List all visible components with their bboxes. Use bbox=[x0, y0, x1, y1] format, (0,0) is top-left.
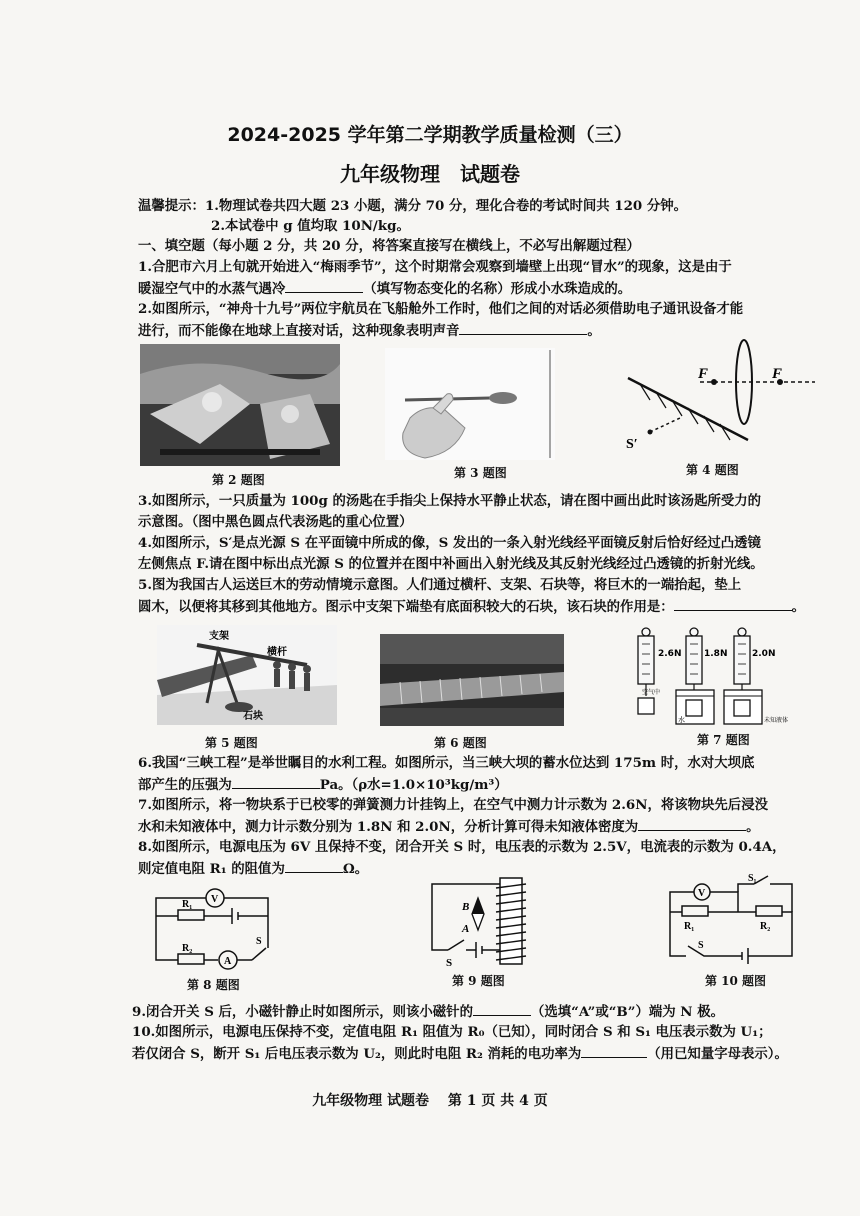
caption-figure-2: 第 2 题图 bbox=[212, 473, 265, 487]
caption-figure-8: 第 8 题图 bbox=[187, 978, 240, 992]
f10-label-S: S bbox=[698, 940, 704, 951]
question-7-line-1: 7.如图所示，将一物块系于已校零的弹簧测力计挂钩上，在空气中测力计示数为 2.6N，将该物块先后浸没 bbox=[138, 797, 768, 813]
f5-label-stone: 石块 bbox=[243, 711, 263, 722]
figure-10-circuit bbox=[664, 872, 800, 968]
answer-blank-q1[interactable] bbox=[285, 279, 363, 293]
f7-reading-water: 1.8N bbox=[704, 649, 728, 659]
question-5-line-2 bbox=[138, 597, 805, 616]
page-footer: 九年级物理 试题卷 第 1 页 共 4 页 bbox=[312, 1093, 548, 1109]
answer-blank-q9[interactable] bbox=[473, 1002, 531, 1016]
f7-label-liquid: 未知液体 bbox=[764, 717, 789, 724]
q7-text-post: 。 bbox=[746, 819, 760, 835]
page-title: 2024-2025 学年第二学期教学质量检测（三） bbox=[227, 124, 633, 146]
f9-label-B: B bbox=[462, 901, 470, 913]
caption-figure-3: 第 3 题图 bbox=[454, 466, 507, 480]
f7-reading-air: 2.6N bbox=[658, 649, 682, 659]
q10-text-pre: 若仅闭合 S，断开 S₁ 后电压表示数为 U₂，则此时电阻 R₂ 消耗的电功率为 bbox=[132, 1046, 582, 1062]
question-7-line-2 bbox=[138, 817, 760, 836]
f10-label-R1: R₁ bbox=[684, 921, 695, 932]
q8-text-pre: 则定值电阻 R₁ 的阻值为 bbox=[138, 861, 285, 877]
question-1-line-2 bbox=[138, 279, 631, 298]
question-8-line-1: 8.如图所示，电源电压为 6V 且保持不变，闭合开关 S 时，电压表的示数为 2.5V，电流表的示数为 0.4A， bbox=[138, 839, 786, 855]
caption-figure-9: 第 9 题图 bbox=[452, 974, 505, 988]
q7-text-pre: 水和未知液体中，测力计示数分别为 1.8N 和 2.0N，分析计算可得未知液体密度为 bbox=[138, 819, 639, 835]
f8-label-S: S bbox=[256, 936, 262, 947]
f7-reading-liquid: 2.0N bbox=[752, 649, 776, 659]
q9-text-post: （选填“A”或“B”）端为 N 极。 bbox=[530, 1004, 724, 1020]
section-heading: 一、填空题（每小题 2 分，共 20 分，将答案直接写在横线上，不必写出解题过程） bbox=[138, 238, 640, 254]
question-1-line-1: 1.合肥市六月上旬就开始进入“梅雨季节”，这个时期常会观察到墙壁上出现“冒水”的现象，这是由于 bbox=[138, 259, 732, 275]
figure-3-spoon-on-finger bbox=[385, 348, 555, 460]
notice-line-1 bbox=[138, 197, 687, 215]
f9-label-S: S bbox=[446, 957, 453, 969]
notice-line-2: 2.本试卷中 g 值均取 10N/kg。 bbox=[211, 218, 410, 234]
page-subtitle: 九年级物理 试题卷 bbox=[340, 162, 520, 186]
figure-7-spring-scales bbox=[628, 626, 808, 728]
question-6-line-2 bbox=[138, 775, 508, 794]
notice-text-1: 1.物理试卷共四大题 23 小题，满分 70 分，理化合卷的考试时间共 120 分钟。 bbox=[204, 198, 688, 214]
f7-label-water: 水 bbox=[678, 716, 685, 724]
q6-text-pre: 部产生的压强为 bbox=[138, 777, 232, 793]
question-6-line-1: 6.我国“三峡工程”是举世瞩目的水利工程。如图所示，当三峡大坝的蓄水位达到 175m 时，水对大坝底 bbox=[138, 755, 755, 771]
question-2-line-1: 2.如图所示，“神舟十九号”两位宇航员在飞船舱外工作时，他们之间的对话必须借助电子通讯设备才能 bbox=[138, 301, 744, 317]
notice-label: 温馨提示： bbox=[138, 198, 205, 214]
q5-text-post: 。 bbox=[791, 599, 806, 615]
answer-blank-q2[interactable] bbox=[459, 321, 587, 335]
f8-label-V: V bbox=[211, 894, 219, 905]
f4-label-S-prime: S′ bbox=[626, 437, 638, 452]
figure-6-three-gorges-dam bbox=[380, 634, 564, 726]
f4-label-F-right: F bbox=[772, 366, 783, 382]
figure-9-electromagnet bbox=[428, 876, 534, 970]
answer-blank-q6[interactable] bbox=[232, 775, 320, 789]
answer-blank-q5[interactable] bbox=[674, 597, 792, 611]
question-5-line-1: 5.图为我国古人运送巨木的劳动情境示意图。人们通过横杆、支架、石块等，将巨木的一端抬起，垫上 bbox=[138, 577, 742, 593]
f5-label-lever: 横杆 bbox=[267, 647, 287, 658]
caption-figure-10: 第 10 题图 bbox=[705, 974, 767, 988]
question-4-line-1: 4.如图所示，S′是点光源 S 在平面镜中所成的像，S 发出的一条入射光线经平面镜反射后恰好经过凸透镜 bbox=[138, 535, 761, 551]
question-10-line-1: 10.如图所示，电源电压保持不变，定值电阻 R₁ 阻值为 R₀（已知），同时闭合 S 和 S₁ 电压表示数为 U₁； bbox=[132, 1024, 772, 1040]
question-8-line-2 bbox=[138, 859, 368, 878]
q2-text-post: 。 bbox=[587, 323, 601, 339]
q5-text-pre: 圆木，以便将其移到其他地方。图示中支架下端垫有底面积较大的石块，该石块的作用是： bbox=[138, 599, 674, 615]
caption-figure-4: 第 4 题图 bbox=[686, 463, 739, 477]
f5-label-support: 支架 bbox=[209, 631, 229, 642]
q2-text-pre: 进行，而不能像在地球上直接对话，这种现象表明声音 bbox=[138, 323, 460, 339]
f4-label-F-left: F bbox=[698, 366, 709, 382]
question-9 bbox=[132, 1002, 724, 1021]
f10-label-S1: S₁ bbox=[748, 873, 757, 884]
figure-5-moving-timber bbox=[157, 625, 337, 725]
q1-text-pre: 暖湿空气中的水蒸气遇冷 bbox=[138, 281, 286, 297]
f7-label-air: 空气中 bbox=[642, 689, 661, 696]
f8-label-A: A bbox=[224, 956, 232, 967]
question-2-line-2 bbox=[138, 321, 601, 340]
q1-text-post: （填写物态变化的名称）形成小水珠造成的。 bbox=[363, 281, 632, 297]
question-4-line-2: 左侧焦点 F.请在图中标出点光源 S 的位置并在图中补画出入射光线及其反射光线经过凸透镜的折射光线。 bbox=[138, 556, 764, 572]
caption-figure-6: 第 6 题图 bbox=[434, 736, 487, 750]
q6-text-post: Pa。（ρ水=1.0×10³kg/m³） bbox=[319, 777, 508, 793]
answer-blank-q7[interactable] bbox=[638, 817, 746, 831]
figure-4-mirror-lens bbox=[620, 330, 820, 458]
answer-blank-q10[interactable] bbox=[581, 1044, 647, 1058]
figure-8-circuit bbox=[148, 886, 280, 970]
f8-label-R2: R₂ bbox=[182, 943, 193, 954]
f9-label-A: A bbox=[462, 923, 470, 935]
answer-blank-q8[interactable] bbox=[285, 859, 343, 873]
f10-label-V: V bbox=[698, 888, 706, 899]
q8-text-post: Ω。 bbox=[342, 861, 369, 877]
caption-figure-7: 第 7 题图 bbox=[697, 733, 750, 747]
question-3-line-2: 示意图。（图中黑色圆点代表汤匙的重心位置） bbox=[138, 514, 413, 530]
question-3-line-1: 3.如图所示，一只质量为 100g 的汤匙在手指尖上保持水平静止状态，请在图中画出此时该汤匙所受力的 bbox=[138, 493, 762, 509]
figure-2-astronaut-photo bbox=[140, 344, 340, 466]
f8-label-R1: R₁ bbox=[182, 899, 193, 910]
caption-figure-5: 第 5 题图 bbox=[205, 736, 258, 750]
f10-label-R2: R₂ bbox=[760, 921, 771, 932]
q10-text-post: （用已知量字母表示）。 bbox=[647, 1046, 788, 1062]
q9-text-pre: 9.闭合开关 S 后，小磁针静止时如图所示，则该小磁针的 bbox=[132, 1004, 473, 1020]
question-10-line-2 bbox=[132, 1044, 788, 1063]
